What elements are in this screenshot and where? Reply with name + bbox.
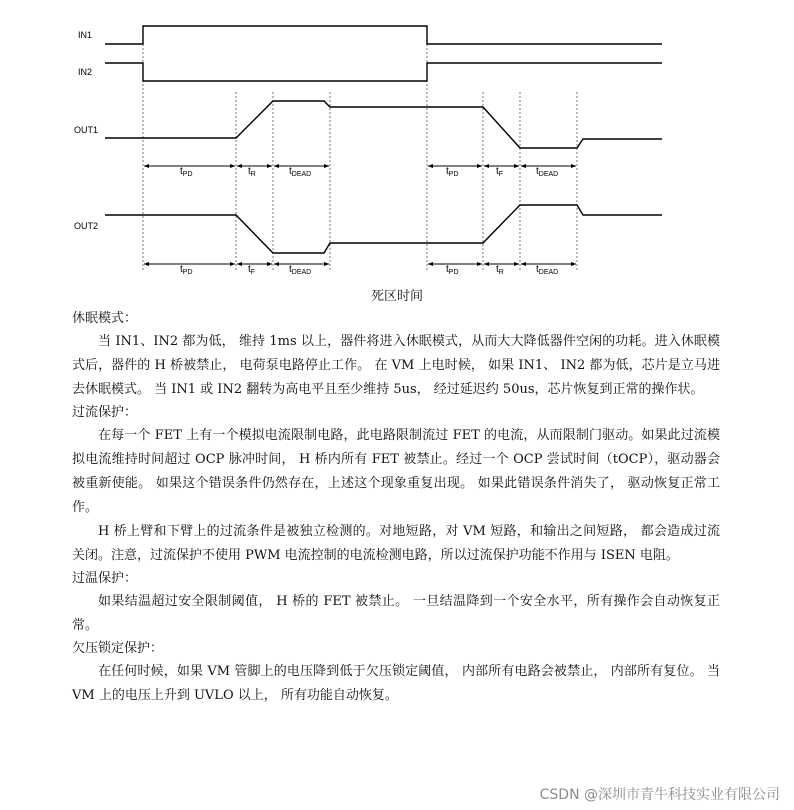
in1-waveform — [105, 26, 662, 44]
in2-waveform — [105, 63, 662, 81]
out2-timing-tf: $t_F$ — [248, 264, 256, 276]
out1-timing-tdead2: $t_{DEAD}$ — [536, 166, 559, 178]
csdn-watermark: CSDN @深圳市青牛科技实业有限公司 — [539, 787, 780, 803]
out1-timing-tpd: $t_{PD}$ — [180, 166, 193, 178]
signal-label-out1: OUT1 — [74, 125, 99, 135]
out1-timing-tdead: $t_{DEAD}$ — [289, 166, 312, 178]
sleep-paragraph: 当 IN1、IN2 都为低， 维持 1ms 以上，器件将进入休眠模式，从而大大降低器件空闲的功耗。进入休眠模式后，器件的 H 桥被禁止， 电荷泵电路停止工作。 在 VM 上电时候， 如果 IN1、 IN2 都为低，芯片是立马进去休眠模式。 当 IN1 或 IN2 翻转为高电平且至少维持 5us， 经过延迟约 50us，芯片恢复到正常的操作状。 — [72, 334, 720, 397]
out2-timing-tr: $t_R$ — [496, 264, 504, 276]
out2-timing-tpd2: $t_{PD}$ — [446, 264, 459, 276]
uvlo-paragraph: 在任何时候，如果 VM 管脚上的电压降到低于欠压锁定阈值， 内部所有电路会被禁止， 内部所有复位。 当 VM 上的电压上升到 UVLO 以上， 所有功能自动恢复。 — [72, 664, 720, 703]
timing-guides — [143, 28, 577, 272]
signal-label-in2: IN2 — [78, 67, 93, 77]
out2-timing-tdead: $t_{DEAD}$ — [289, 264, 312, 276]
section-heading-sleep: 休眠模式： — [72, 311, 138, 326]
figure-caption: 死区时间 — [370, 289, 423, 304]
out2-waveform — [105, 205, 662, 253]
section-heading-overtemp: 过温保护： — [72, 571, 138, 586]
signal-label-in1: IN1 — [78, 30, 93, 40]
overtemp-paragraph: 如果结温超过安全限制阈值， H 桥的 FET 被禁止。 一旦结温降到一个安全水平，所有操作会自动恢复正常。 — [72, 594, 720, 633]
out2-timing-tdead2: $t_{DEAD}$ — [536, 264, 559, 276]
overcurrent-paragraph-2: H 桥上臂和下臂上的过流条件是被独立检测的。对地短路，对 VM 短路，和输出之间短路， 都会造成过流关闭。注意，过流保护不使用 PWM 电流控制的电流检测电路，所以过流保护功能不作用与 ISEN 电阻。 — [72, 524, 720, 563]
out1-timing-tf: $t_F$ — [496, 166, 504, 178]
section-heading-overcurrent: 过流保护： — [72, 405, 138, 420]
overcurrent-paragraph-1: 在每一个 FET 上有一个模拟电流限制电路，此电路限制流过 FET 的电流，从而限制门驱动。如果此过流模拟电流维持时间超过 OCP 脉冲时间， H 桥内所有 FET 被禁止。经过一个 OCP 尝试时间（tOCP），驱动器会被重新使能。 如果这个错误条件仍然存在，上述这个现象重复出现。 如果此错误条件消失了， 驱动恢复正常工作。 — [72, 428, 720, 515]
document-body — [72, 308, 720, 708]
out2-timing-tpd: $t_{PD}$ — [180, 264, 193, 276]
dead-time-timing-diagram — [0, 0, 794, 280]
out1-waveform — [105, 101, 662, 148]
out1-timing-tpd2: $t_{PD}$ — [446, 166, 459, 178]
signal-label-out2: OUT2 — [74, 221, 99, 231]
section-heading-uvlo: 欠压锁定保护： — [72, 641, 164, 656]
out1-timing-tr: $t_R$ — [248, 166, 256, 178]
